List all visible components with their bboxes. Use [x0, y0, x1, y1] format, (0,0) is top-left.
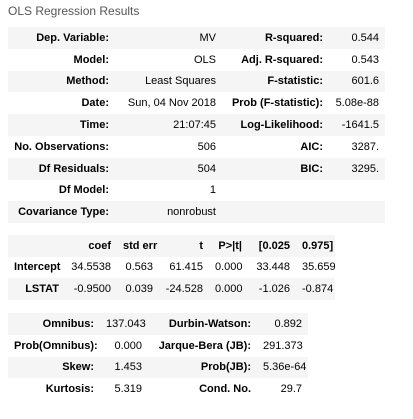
summary-value: OLS — [193, 53, 216, 66]
summary-value: 506 — [197, 140, 216, 153]
summary-label: Method: — [8, 71, 115, 93]
table-row — [8, 335, 308, 357]
summary-label — [222, 180, 329, 202]
table-row — [8, 92, 385, 114]
column-header: 0.975] — [296, 235, 335, 257]
summary-value: -1641.5 — [329, 114, 385, 136]
diagnostic-value: 5.36e-64 — [257, 357, 308, 379]
table-row — [8, 114, 385, 136]
diagnostic-label: Kurtosis: — [45, 383, 94, 396]
diagnostic-label: Skew: — [8, 357, 100, 379]
summary-label: F-statistic: — [222, 71, 329, 93]
column-header — [8, 235, 65, 257]
diagnostic-value: 5.319 — [114, 383, 142, 396]
cell-value: -1.026 — [248, 278, 296, 300]
diagnostic-value: 291.373 — [263, 339, 303, 352]
diagnostic-label: Prob(JB): — [148, 357, 257, 379]
diagnostic-value: 1.453 — [100, 357, 148, 379]
column-header: std err — [117, 235, 159, 257]
summary-label: BIC: — [222, 158, 329, 180]
column-header: t — [159, 235, 209, 257]
summary-value: Sun, 04 Nov 2018 — [127, 97, 216, 110]
table-row — [8, 158, 385, 180]
row-label: Intercept — [14, 261, 61, 274]
summary-label: Prob (F-statistic): — [231, 97, 323, 110]
summary-value: 3287. — [351, 140, 379, 153]
column-header: coef — [65, 235, 117, 257]
summary-value: 601.6 — [329, 71, 385, 93]
diagnostic-value: 29.7 — [280, 383, 302, 396]
summary-value: 504 — [115, 158, 222, 180]
diagnostic-label: Jarque-Bera (JB): — [158, 339, 251, 352]
cell-value: -0.874 — [296, 278, 335, 300]
table-row — [8, 357, 308, 379]
table-row — [8, 180, 385, 202]
summary-value: 3295. — [329, 158, 385, 180]
summary-label: Date: — [81, 97, 109, 110]
summary-value — [329, 201, 385, 223]
diagnostic-value: 0.000 — [114, 339, 142, 352]
summary-label: Model: — [73, 53, 109, 66]
summary-label: No. Observations: — [14, 140, 109, 153]
cell-value: 0.000 — [215, 261, 243, 274]
diagnostics-table — [8, 313, 308, 400]
summary-value: Least Squares — [115, 71, 222, 93]
summary-value: 1 — [209, 184, 216, 197]
table-row — [8, 278, 335, 300]
table-header-row — [8, 235, 335, 257]
cell-value: -24.528 — [159, 278, 209, 300]
summary-label: Dep. Variable: — [8, 27, 115, 49]
table-row — [8, 136, 385, 158]
summary-value: MV — [115, 27, 222, 49]
summary-value: nonrobust — [115, 201, 222, 223]
summary-label: Adj. R-squared: — [241, 53, 323, 66]
column-header: P>|t| — [209, 235, 248, 257]
diagnostic-value: 0.892 — [257, 313, 308, 335]
model-summary-table — [8, 27, 385, 223]
table-row — [8, 257, 335, 279]
row-label: LSTAT — [8, 278, 65, 300]
summary-value: 0.544 — [329, 27, 385, 49]
cell-value: 0.039 — [117, 278, 159, 300]
results-title: OLS Regression Results — [8, 4, 140, 18]
table-row — [8, 27, 385, 49]
summary-label: Time: — [8, 114, 115, 136]
summary-label: Df Residuals: — [8, 158, 115, 180]
cell-value: -0.9500 — [65, 278, 117, 300]
summary-label: R-squared: — [222, 27, 329, 49]
cell-value: 61.415 — [169, 261, 203, 274]
summary-label: Covariance Type: — [8, 201, 115, 223]
coefficients-table — [8, 235, 335, 300]
diagnostic-label: Omnibus: — [8, 313, 100, 335]
cell-value: 34.5538 — [71, 261, 111, 274]
diagnostic-label: Cond. No. — [199, 383, 251, 396]
table-row — [8, 201, 385, 223]
summary-label: Log-Likelihood: — [222, 114, 329, 136]
summary-value: 5.08e-88 — [335, 97, 379, 110]
cell-value: 0.563 — [125, 261, 153, 274]
diagnostic-label: Durbin-Watson: — [148, 313, 257, 335]
cell-value: 0.000 — [209, 278, 248, 300]
diagnostic-value: 137.043 — [100, 313, 148, 335]
summary-label: AIC: — [300, 140, 323, 153]
summary-value — [329, 180, 385, 202]
diagnostic-label: Prob(Omnibus): — [14, 339, 98, 352]
table-row — [8, 71, 385, 93]
summary-label: Df Model: — [58, 184, 109, 197]
summary-label — [222, 201, 329, 223]
cell-value: 33.448 — [256, 261, 290, 274]
summary-value: 21:07:45 — [115, 114, 222, 136]
column-header: [0.025 — [248, 235, 296, 257]
summary-value: 0.543 — [351, 53, 379, 66]
table-row — [8, 313, 308, 335]
table-row — [8, 378, 308, 400]
cell-value: 35.659 — [302, 261, 336, 274]
table-row — [8, 49, 385, 71]
